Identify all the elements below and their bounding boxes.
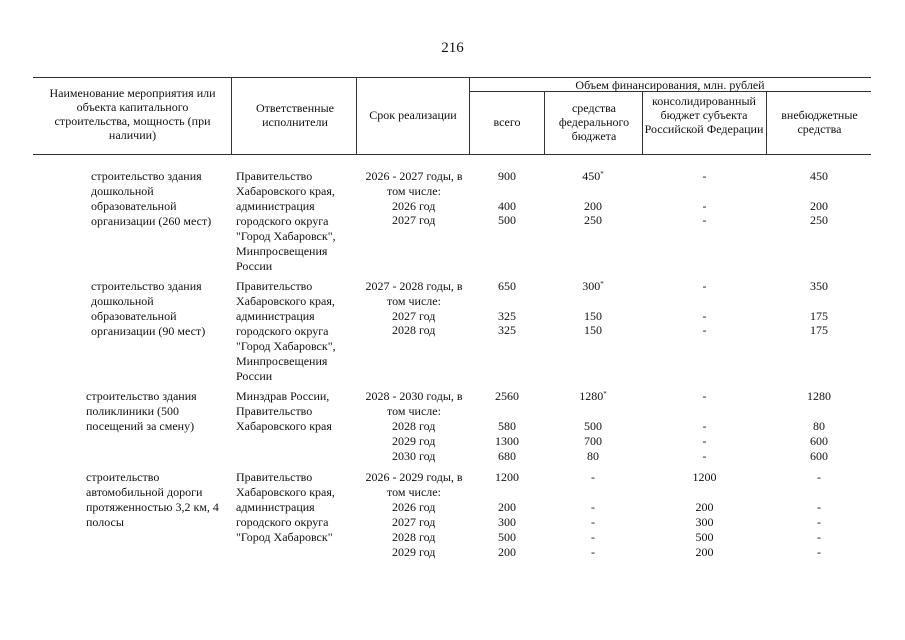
- col-divider-2: [356, 77, 357, 155]
- header-extrabudget-col: внебюджетные средства: [781, 108, 858, 136]
- year-total: 200: [498, 500, 516, 514]
- year-total: 500: [498, 530, 516, 544]
- row-total: 650: [498, 279, 516, 293]
- year-regional: -: [702, 309, 707, 323]
- year-federal: 80: [587, 449, 599, 463]
- row-term: 2026 - 2027 годы, в том числе:: [365, 169, 463, 198]
- row-responsible: Правительство Хабаровского края, администрация городского округа "Город Хабаровск", Минпросвещения России: [236, 279, 336, 383]
- row-regional: -: [702, 279, 707, 293]
- year-regional: -: [702, 199, 707, 213]
- federal-value: 1280: [579, 389, 604, 403]
- row-regional: -: [702, 389, 707, 403]
- federal-value: 300: [582, 279, 601, 293]
- row-name: строительство автомобильной дороги протяженностью 3,2 км, 4 полосы: [86, 470, 219, 529]
- row-term: 2027 - 2028 годы, в том числе:: [365, 279, 463, 308]
- header-federal-col: средства федерального бюджета: [558, 101, 630, 143]
- year-regional: 200: [695, 500, 714, 514]
- col-divider-1: [231, 77, 232, 155]
- row-responsible: Правительство Хабаровского края, администрация городского округа "Город Хабаровск": [236, 470, 335, 544]
- year-total: 300: [498, 515, 516, 529]
- row-extra: 450: [810, 169, 828, 183]
- row-extra: 1280: [807, 389, 831, 403]
- federal-value: 450: [582, 169, 601, 183]
- year-label: 2026 год: [392, 500, 436, 514]
- year-total: 500: [498, 213, 516, 227]
- row-responsible: Правительство Хабаровского края, администрация городского округа "Город Хабаровск", Минпросвещения России: [236, 169, 336, 273]
- year-label: 2027 год: [392, 213, 436, 227]
- year-extra: -: [817, 530, 821, 544]
- year-extra: -: [817, 500, 821, 514]
- header-total-col: всего: [493, 115, 521, 129]
- year-extra: 80: [813, 419, 825, 433]
- header-responsible-col: Ответственные исполнители: [256, 101, 334, 129]
- year-federal: 150: [584, 309, 602, 323]
- year-regional: -: [702, 449, 707, 463]
- year-label: 2027 год: [392, 309, 436, 323]
- footnote-mark: *: [600, 280, 604, 288]
- year-extra: 175: [810, 309, 828, 323]
- year-extra: 175: [810, 323, 828, 337]
- header-funding-group: Объем финансирования, млн. рублей: [575, 78, 765, 92]
- row-name: строительство здания дошкольной образовательной организации (90 мест): [91, 279, 206, 338]
- row-total: 2560: [495, 389, 519, 403]
- year-federal: -: [591, 515, 595, 529]
- row-federal: [545, 470, 641, 485]
- year-regional: -: [702, 323, 707, 337]
- row-federal: [545, 389, 641, 404]
- header-bottom-rule: [33, 154, 871, 155]
- year-federal: -: [591, 545, 595, 559]
- year-total: 325: [498, 309, 516, 323]
- row-extra: -: [817, 470, 821, 484]
- year-total: 325: [498, 323, 516, 337]
- row-name: строительство здания дошкольной образовательной организации (260 мест): [91, 169, 212, 228]
- year-federal: 700: [584, 434, 602, 448]
- year-label: 2026 год: [392, 199, 436, 213]
- year-regional: 500: [695, 530, 714, 544]
- row-federal: [545, 279, 641, 294]
- row-responsible: Минздрав России, Правительство Хабаровского края: [236, 389, 332, 433]
- year-regional: -: [702, 419, 707, 433]
- year-label: 2028 год: [392, 530, 436, 544]
- year-extra: -: [817, 515, 821, 529]
- row-regional: -: [702, 169, 707, 183]
- footnote-mark: *: [603, 390, 607, 398]
- year-total: 680: [498, 449, 516, 463]
- year-federal: -: [591, 530, 595, 544]
- year-label: 2029 год: [392, 434, 436, 448]
- row-name: строительство здания поликлиники (500 посещений за смену): [86, 389, 197, 433]
- year-label: 2030 год: [392, 449, 436, 463]
- year-total: 200: [498, 545, 516, 559]
- year-extra: 600: [810, 449, 828, 463]
- header-name-col: Наименование мероприятия или объекта капитального строительства, мощность (при наличии): [49, 86, 216, 142]
- year-regional: 200: [695, 545, 714, 559]
- year-extra: 200: [810, 199, 828, 213]
- year-regional: 300: [695, 515, 714, 529]
- year-total: 1300: [495, 434, 519, 448]
- row-term: 2026 - 2029 годы, в том числе:: [365, 470, 463, 499]
- row-regional: 1200: [692, 470, 717, 484]
- year-label: 2028 год: [392, 419, 436, 433]
- row-total: 900: [498, 169, 516, 183]
- year-regional: -: [702, 434, 707, 448]
- year-federal: 200: [584, 199, 602, 213]
- year-federal: 250: [584, 213, 602, 227]
- federal-value: -: [591, 470, 595, 484]
- year-total: 580: [498, 419, 516, 433]
- year-label: 2029 год: [392, 545, 436, 559]
- col-divider-4: [544, 91, 545, 155]
- year-label: 2028 год: [392, 323, 436, 337]
- header-term-col: Срок реализации: [369, 108, 457, 122]
- year-regional: -: [702, 213, 707, 227]
- page-number: 216: [441, 40, 464, 56]
- row-federal: [545, 169, 641, 184]
- year-extra: 250: [810, 213, 828, 227]
- year-total: 400: [498, 199, 516, 213]
- year-label: 2027 год: [392, 515, 436, 529]
- row-extra: 350: [810, 279, 828, 293]
- year-extra: 600: [810, 434, 828, 448]
- year-extra: -: [817, 545, 821, 559]
- col-divider-6: [766, 91, 767, 155]
- year-federal: -: [591, 500, 595, 514]
- footnote-mark: *: [600, 170, 604, 178]
- header-regional-col: консолидированный бюджет субъекта Российской Федерации: [644, 94, 764, 136]
- row-total: 1200: [495, 470, 519, 484]
- year-federal: 500: [584, 419, 602, 433]
- col-divider-5: [642, 91, 643, 155]
- year-federal: 150: [584, 323, 602, 337]
- row-term: 2028 - 2030 годы, в том числе:: [365, 389, 463, 418]
